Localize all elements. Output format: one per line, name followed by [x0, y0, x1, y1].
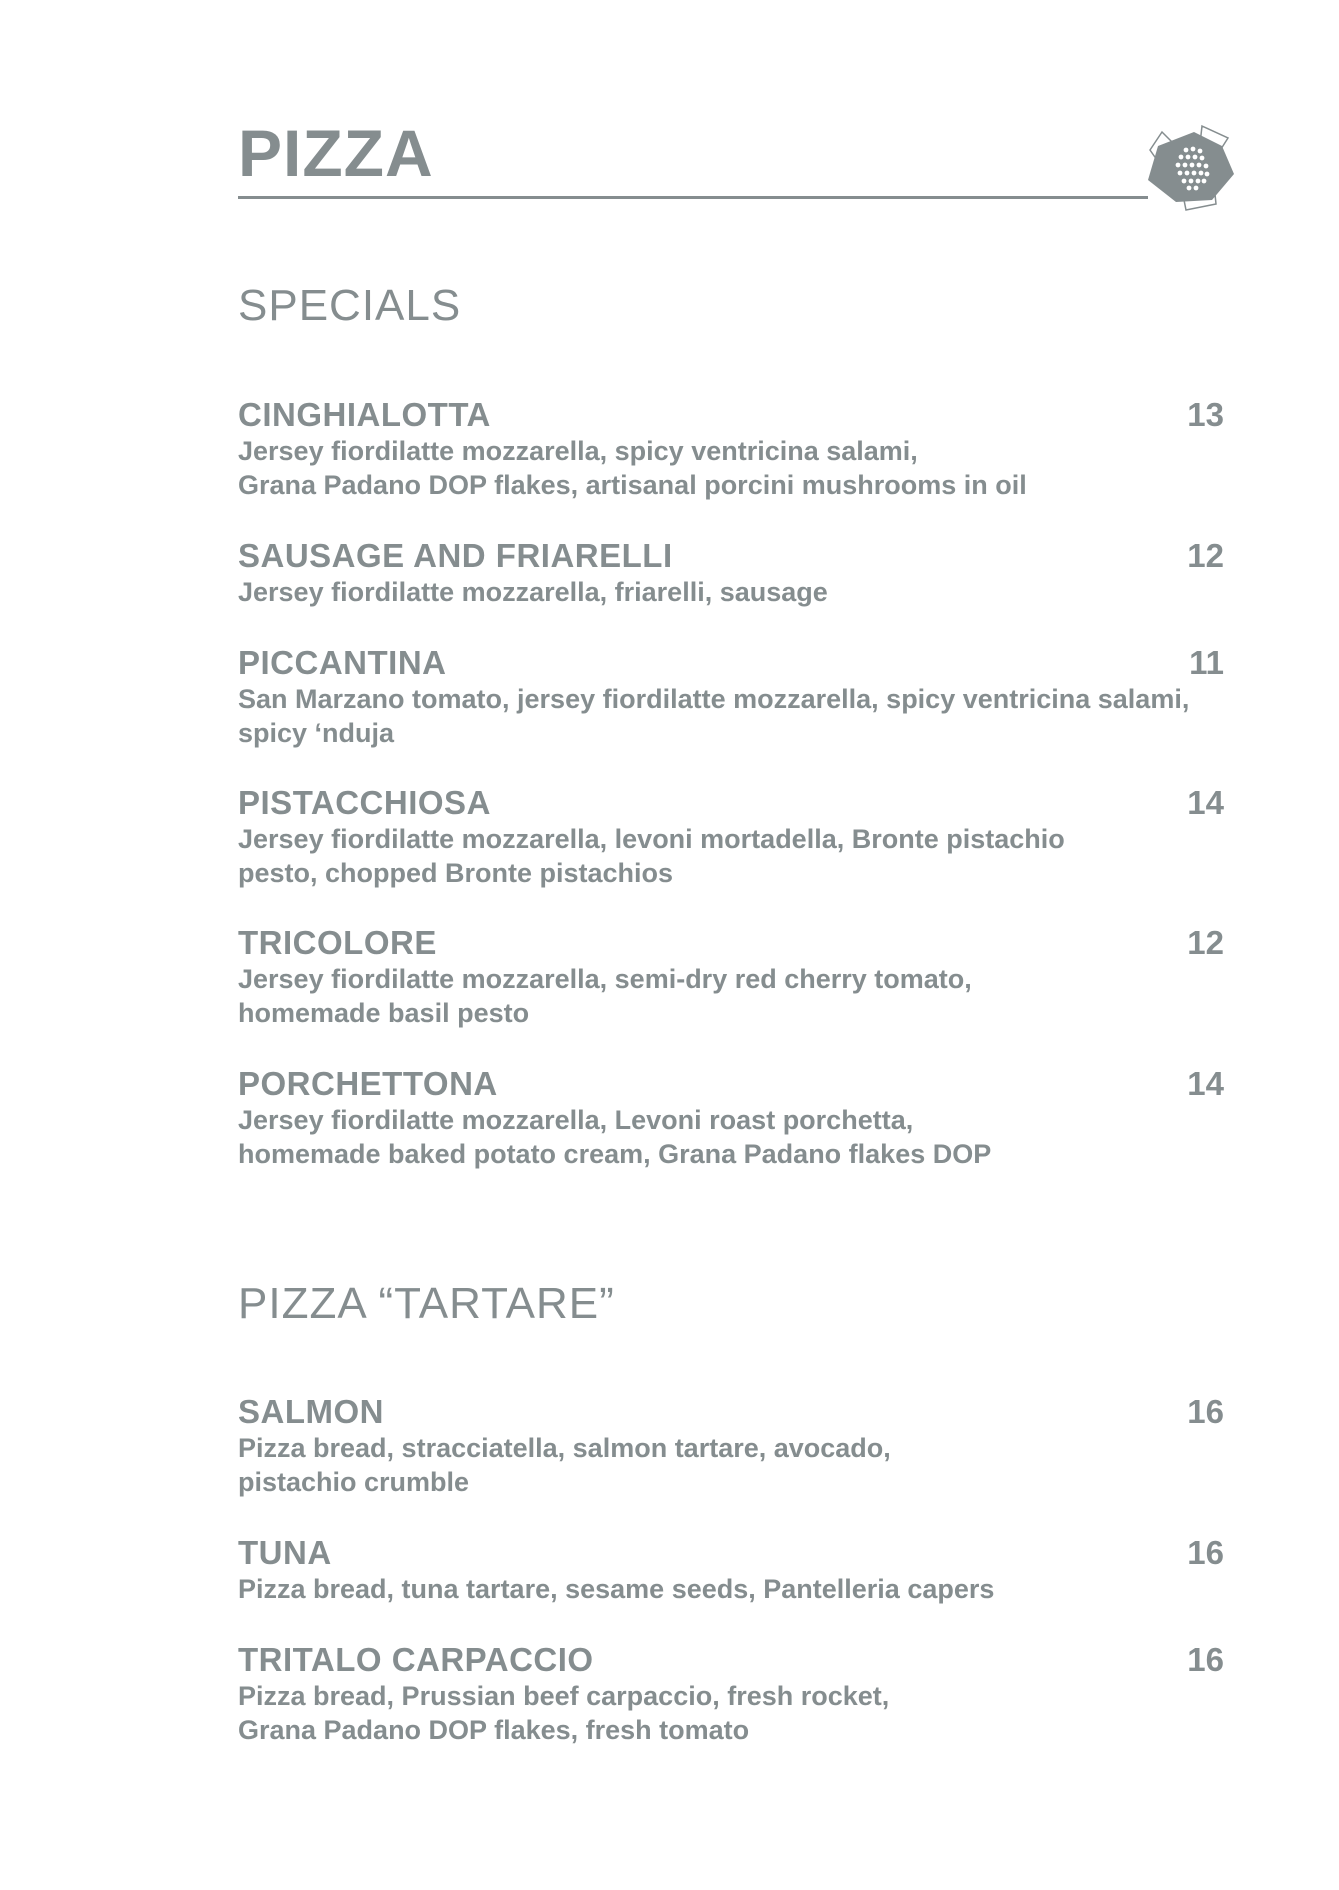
item-name: PISTACCHIOSA	[238, 784, 491, 821]
menu-item	[238, 1534, 1224, 1606]
menu-item	[238, 784, 1224, 890]
menu-item	[238, 1065, 1224, 1171]
section-title-tartare: PIZZA “TARTARE”	[238, 1279, 615, 1328]
item-description: Pizza bread, Prussian beef carpaccio, fresh rocket,	[238, 1681, 890, 1711]
item-name: PORCHETTONA	[238, 1065, 498, 1102]
menu-item	[238, 537, 1224, 609]
item-description: spicy ‘nduja	[238, 718, 395, 748]
item-description: homemade basil pesto	[238, 998, 530, 1028]
item-name: PICCANTINA	[238, 644, 447, 681]
menu-item	[238, 644, 1224, 750]
item-name: SAUSAGE AND FRIARELLI	[238, 537, 673, 574]
item-description: pistachio crumble	[238, 1467, 470, 1497]
item-price: 14	[1187, 784, 1224, 821]
item-price: 16	[1187, 1393, 1224, 1430]
item-price: 16	[1187, 1534, 1224, 1571]
item-name: SALMON	[238, 1393, 384, 1430]
menu-item	[238, 396, 1224, 502]
item-name: TRITALO CARPACCIO	[238, 1641, 594, 1678]
item-description: Pizza bread, tuna tartare, sesame seeds, Pantelleria capers	[238, 1574, 995, 1604]
item-description: Grana Padano DOP flakes, fresh tomato	[238, 1715, 750, 1745]
brand-logo-icon	[1142, 124, 1238, 214]
item-description: Jersey fiordilatte mozzarella, levoni mortadella, Bronte pistachio	[238, 824, 1065, 854]
item-description: San Marzano tomato, jersey fiordilatte mozzarella, spicy ventricina salami,	[238, 684, 1190, 714]
item-name: CINGHIALOTTA	[238, 396, 491, 433]
item-price: 16	[1187, 1641, 1224, 1678]
title-divider	[238, 196, 1148, 199]
item-description: Pizza bread, stracciatella, salmon tartare, avocado,	[238, 1433, 891, 1463]
item-description: Jersey fiordilatte mozzarella, Levoni roast porchetta,	[238, 1105, 914, 1135]
item-price: 13	[1187, 396, 1224, 433]
menu-item	[238, 924, 1224, 1030]
item-description: pesto, chopped Bronte pistachios	[238, 858, 674, 888]
item-price: 11	[1189, 644, 1224, 681]
item-price: 12	[1187, 924, 1224, 961]
menu-item	[238, 1641, 1224, 1747]
menu-item	[238, 1393, 1224, 1499]
item-description: Grana Padano DOP flakes, artisanal porcini mushrooms in oil	[238, 470, 1027, 500]
item-name: TUNA	[238, 1534, 332, 1571]
item-description: Jersey fiordilatte mozzarella, semi-dry red cherry tomato,	[238, 964, 972, 994]
item-name: TRICOLORE	[238, 924, 437, 961]
item-description: Jersey fiordilatte mozzarella, friarelli, sausage	[238, 577, 828, 607]
item-description: homemade baked potato cream, Grana Padano flakes DOP	[238, 1139, 992, 1169]
page-title: PIZZA	[238, 116, 434, 190]
item-price: 12	[1187, 537, 1224, 574]
item-price: 14	[1187, 1065, 1224, 1102]
item-description: Jersey fiordilatte mozzarella, spicy ventricina salami,	[238, 436, 918, 466]
section-title-specials: SPECIALS	[238, 281, 462, 330]
